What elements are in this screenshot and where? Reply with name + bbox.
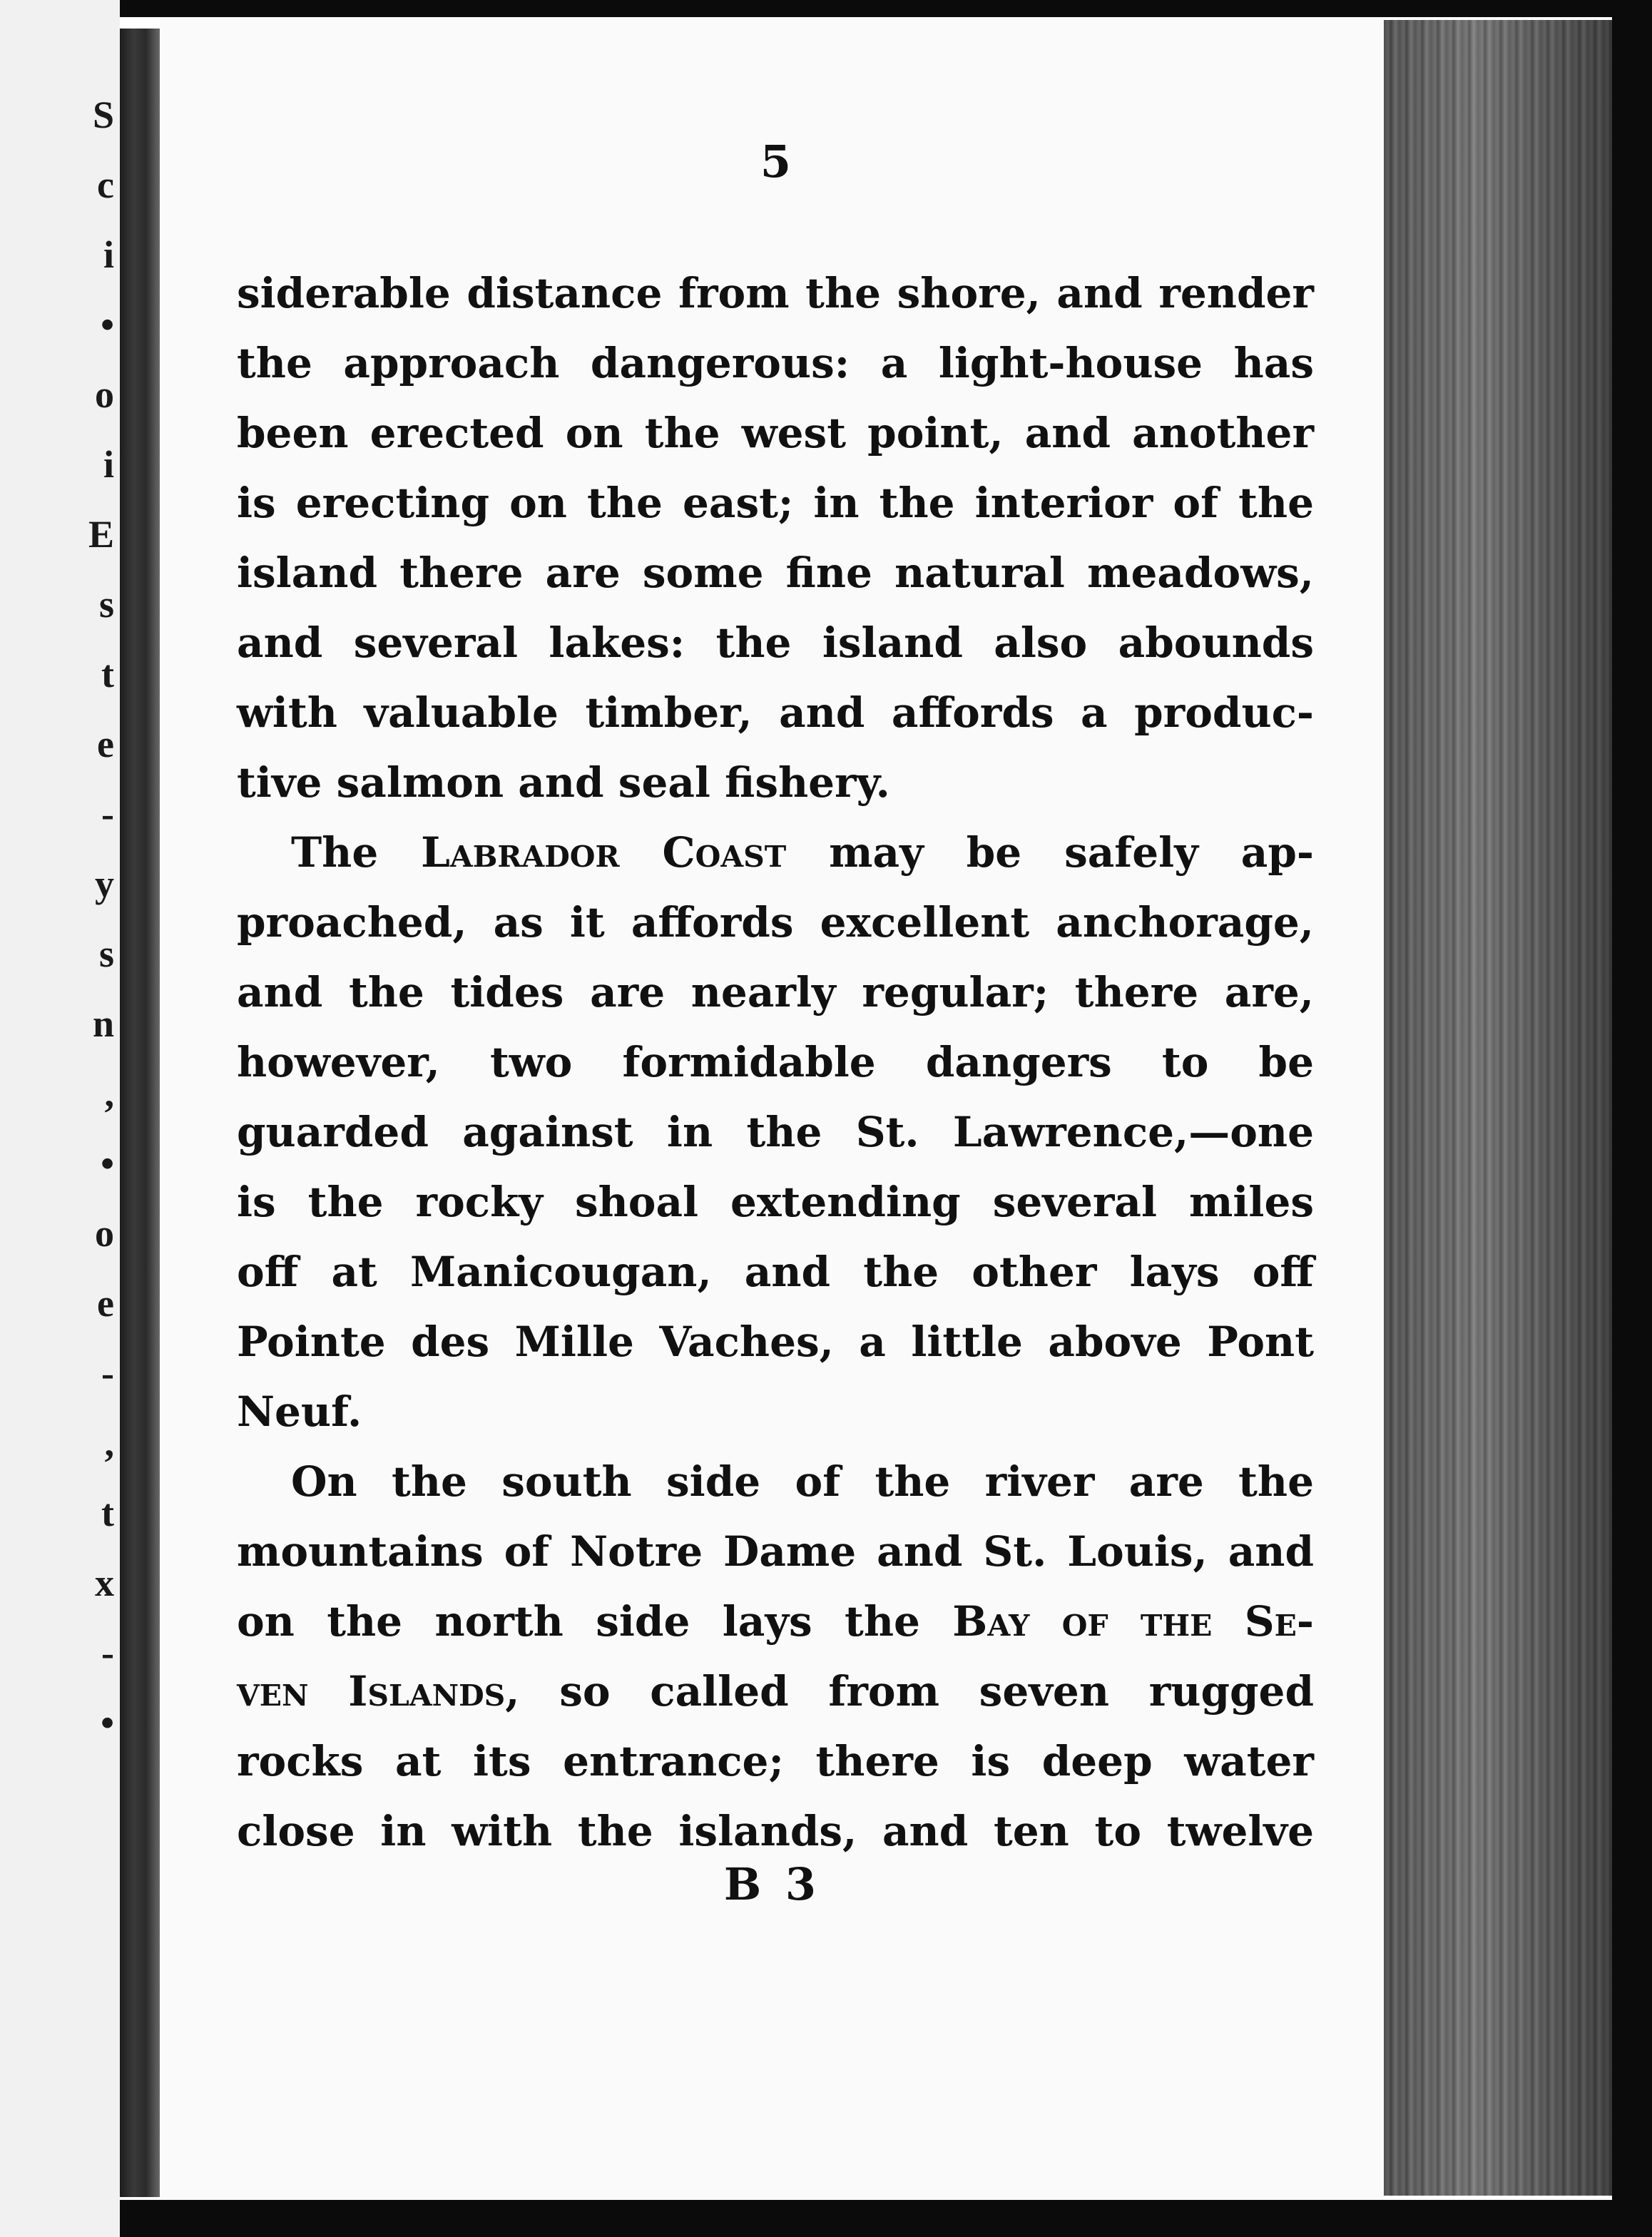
text-line: been erected on the west point, and another: [237, 409, 1314, 457]
facing-page-glyph: e: [97, 1282, 114, 1325]
facing-page-glyph: o: [95, 373, 114, 416]
text-line: mountains of Notre Dame and St. Louis, and: [237, 1527, 1314, 1576]
facing-page-glyph: -: [101, 1352, 114, 1395]
facing-page-glyph: n: [92, 1002, 114, 1045]
text-line: with valuable timber, and affords a produc-: [237, 688, 1314, 737]
facing-page-glyph: x: [95, 1561, 114, 1604]
scan-frame-right: [1612, 0, 1652, 2237]
text-line: close in with the islands, and ten to twelve: [237, 1807, 1314, 1855]
facing-page-glyph: E: [88, 513, 114, 556]
text-line: proached, as it affords excellent anchorage,: [237, 898, 1314, 947]
facing-page-glyph: c: [97, 163, 114, 206]
signature-mark: B 3: [723, 1858, 821, 1910]
facing-page-glyph: e: [97, 723, 114, 765]
facing-page-glyph: t: [101, 653, 114, 695]
text-line: tive salmon and seal fishery.: [237, 758, 890, 807]
facing-page-glyph: s: [98, 932, 114, 975]
text-line: off at Manicougan, and the other lays off: [237, 1248, 1314, 1296]
text-line: The Labrador Coast may be safely ap-: [291, 828, 1314, 877]
text-line: is erecting on the east; in the interior of the: [237, 479, 1314, 527]
facing-page-glyph: •: [101, 303, 114, 346]
facing-page-glyph: •: [101, 1142, 114, 1185]
text-line: is the rocky shoal extending several miles: [237, 1178, 1314, 1226]
facing-page-glyph: o: [95, 1212, 114, 1255]
facing-page-glyph: -: [101, 793, 114, 835]
text-line: Pointe des Mille Vaches, a little above Pont: [237, 1318, 1314, 1366]
text-line: and the tides are nearly regular; there are,: [237, 968, 1314, 1016]
text-line: the approach dangerous: a light-house has: [237, 339, 1314, 387]
text-line: ven Islands, so called from seven rugged: [237, 1667, 1315, 1716]
body-text: [237, 258, 1314, 1866]
text-line: and several lakes: the island also abounds: [237, 618, 1314, 667]
page-number: 5: [760, 136, 792, 188]
facing-page-glyph: t: [101, 1492, 114, 1534]
facing-page-glyph: S: [92, 93, 114, 136]
facing-page-glyph: -: [101, 1631, 114, 1674]
scan-frame-bottom: [0, 2200, 1652, 2237]
facing-page-glyph: s: [98, 583, 114, 626]
facing-page-glyph: ,: [104, 1072, 114, 1115]
text-line: Neuf.: [237, 1387, 362, 1436]
text-line: rocks at its entrance; there is deep water: [237, 1737, 1314, 1785]
text-line: siderable distance from the shore, and render: [237, 269, 1314, 317]
scan-frame-top: [0, 0, 1652, 17]
text-line: island there are some fine natural meadows,: [237, 549, 1314, 597]
facing-page-glyph: •: [101, 1701, 114, 1744]
text-line: On the south side of the river are the: [291, 1457, 1314, 1506]
text-line: guarded against in the St. Lawrence,—one: [237, 1108, 1314, 1156]
text-line: on the north side lays the Bay of the Se-: [237, 1597, 1315, 1646]
text-line: however, two formidable dangers to be: [237, 1038, 1314, 1086]
facing-page-glyph: i: [103, 233, 114, 276]
facing-page-glyph: i: [103, 443, 114, 486]
facing-page-glyph: ,: [104, 1422, 114, 1464]
facing-page-glyph: y: [95, 862, 114, 905]
